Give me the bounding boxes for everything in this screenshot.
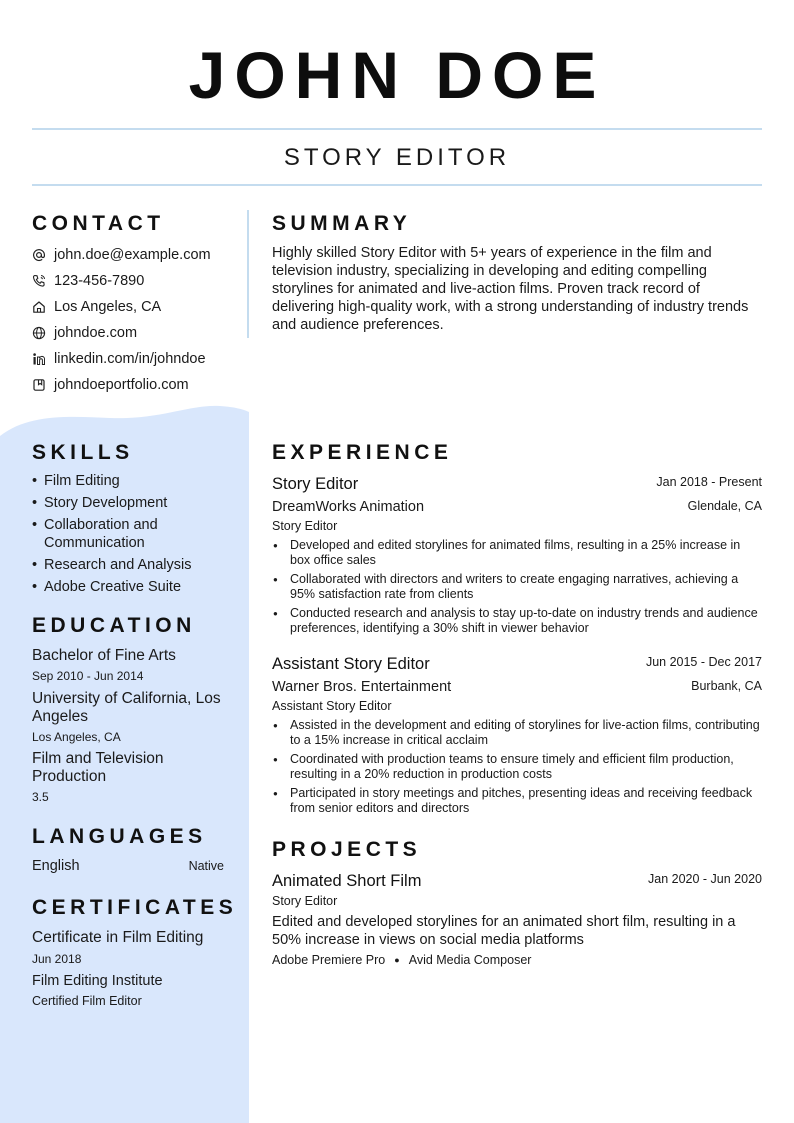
contact-linkedin[interactable] bbox=[32, 346, 242, 372]
globe-icon bbox=[32, 326, 46, 340]
certificate-detail: Certified Film Editor bbox=[32, 994, 142, 1008]
skills-heading: SKILLS bbox=[32, 441, 134, 464]
project-role: Story Editor bbox=[272, 894, 338, 908]
job-bullets bbox=[272, 538, 762, 640]
candidate-name: JOHN DOE bbox=[188, 38, 606, 112]
education-school: University of California, Los Angeles bbox=[32, 690, 221, 725]
job-bullets bbox=[272, 718, 762, 820]
contact-portfolio-text: johndoeportfolio.com bbox=[54, 377, 189, 393]
education-gpa: 3.5 bbox=[32, 790, 49, 804]
project-title: Animated Short Film bbox=[272, 872, 422, 890]
contact-portfolio[interactable] bbox=[32, 372, 242, 398]
education-dates: Sep 2010 - Jun 2014 bbox=[32, 669, 144, 683]
certificate-entry bbox=[32, 929, 232, 1009]
header-divider-bottom bbox=[32, 184, 762, 186]
job-role: Story Editor bbox=[272, 519, 338, 533]
language-level: Native bbox=[188, 859, 224, 873]
project-tool: Avid Media Composer bbox=[408, 953, 532, 967]
certificate-date: Jun 2018 bbox=[32, 952, 82, 966]
project-dates: Jan 2020 - Jun 2020 bbox=[648, 872, 762, 886]
languages-heading: LANGUAGES bbox=[32, 825, 207, 848]
skill-item: • Research and Analysis bbox=[32, 556, 232, 574]
experience-heading: EXPERIENCE bbox=[272, 441, 453, 464]
contact-heading: CONTACT bbox=[32, 212, 165, 235]
home-icon bbox=[32, 300, 46, 314]
education-entry bbox=[32, 647, 232, 805]
projects-heading: PROJECTS bbox=[272, 838, 422, 861]
job-role: Assistant Story Editor bbox=[272, 699, 392, 713]
job-company: DreamWorks Animation bbox=[272, 499, 425, 515]
summary-heading: SUMMARY bbox=[272, 212, 412, 235]
contact-phone-text: 123-456-7890 bbox=[54, 273, 145, 289]
job-bullet: ● Conducted research and analysis to stay up-to-date on industry trends and audience preferences, identifying a 30% shift in viewer behavior bbox=[272, 606, 762, 636]
job-bullet: ● Coordinated with production teams to ensure timely and efficient film production, resulting in a 20% reduction in production costs bbox=[272, 752, 762, 782]
job-title: Story Editor bbox=[272, 475, 359, 493]
certificates-heading: CERTIFICATES bbox=[32, 896, 238, 919]
job-bullet: ● Participated in story meetings and pitches, presenting ideas and receiving feedback from senior editors and directors bbox=[272, 786, 762, 816]
job-company: Warner Bros. Entertainment bbox=[272, 679, 452, 695]
certificate-name: Certificate in Film Editing bbox=[32, 929, 204, 946]
at-icon bbox=[32, 248, 46, 262]
contact-linkedin-text: linkedin.com/in/johndoe bbox=[54, 351, 206, 367]
phone-icon bbox=[32, 274, 46, 288]
bookmark-icon bbox=[32, 378, 46, 392]
contact-list bbox=[32, 242, 242, 398]
contact-website-text: johndoe.com bbox=[54, 325, 138, 341]
summary-text: Highly skilled Story Editor with 5+ years of experience in the film and television industry, specializing in developing and editing compelling storylines for animated and live-action films. Proven track record of delivering high-quality work, with a strong understanding of industry trends and audience preferences. bbox=[272, 245, 749, 333]
education-degree: Bachelor of Fine Arts bbox=[32, 647, 176, 664]
skill-item: • Film Editing bbox=[32, 472, 232, 490]
job-bullet: ● Assisted in the development and editing of storylines for live-action films, contributing to a 15% increase in critical acclaim bbox=[272, 718, 762, 748]
linkedin-icon bbox=[32, 352, 46, 366]
education-location: Los Angeles, CA bbox=[32, 730, 121, 744]
project-tool: Adobe Premiere Pro bbox=[272, 953, 386, 967]
language-name: English bbox=[32, 858, 80, 874]
job-title: STORY EDITOR bbox=[283, 144, 511, 171]
column-divider bbox=[247, 210, 249, 338]
contact-location bbox=[32, 294, 242, 320]
separator-dot: ● bbox=[394, 955, 400, 965]
skills-list bbox=[32, 472, 232, 600]
education-heading: EDUCATION bbox=[32, 614, 196, 637]
job-title: Assistant Story Editor bbox=[272, 655, 430, 673]
header-divider-top bbox=[32, 128, 762, 130]
job-bullet: ● Collaborated with directors and writers to create engaging narratives, achieving a 95% satisfaction rate from clients bbox=[272, 572, 762, 602]
job-location: Glendale, CA bbox=[687, 499, 762, 513]
job-bullet: ● Developed and edited storylines for animated films, resulting in a 25% increase in box office sales bbox=[272, 538, 762, 568]
contact-email-text: john.doe@example.com bbox=[54, 247, 211, 263]
job-dates: Jan 2018 - Present bbox=[656, 475, 762, 489]
skill-item: • Story Development bbox=[32, 494, 232, 512]
project-description: Edited and developed storylines for an animated short film, resulting in a 50% increase in views on social media platforms bbox=[272, 914, 736, 948]
skill-item: • Collaboration and Communication bbox=[32, 516, 232, 552]
contact-location-text: Los Angeles, CA bbox=[54, 299, 162, 315]
job-dates: Jun 2015 - Dec 2017 bbox=[645, 655, 762, 669]
contact-email[interactable] bbox=[32, 242, 242, 268]
contact-phone[interactable] bbox=[32, 268, 242, 294]
contact-website[interactable] bbox=[32, 320, 242, 346]
skill-item: • Adobe Creative Suite bbox=[32, 578, 232, 596]
language-row bbox=[32, 857, 224, 875]
project-tools bbox=[272, 952, 531, 968]
certificate-issuer: Film Editing Institute bbox=[32, 973, 163, 989]
education-field: Film and Television Production bbox=[32, 750, 164, 785]
job-location: Burbank, CA bbox=[691, 679, 762, 693]
